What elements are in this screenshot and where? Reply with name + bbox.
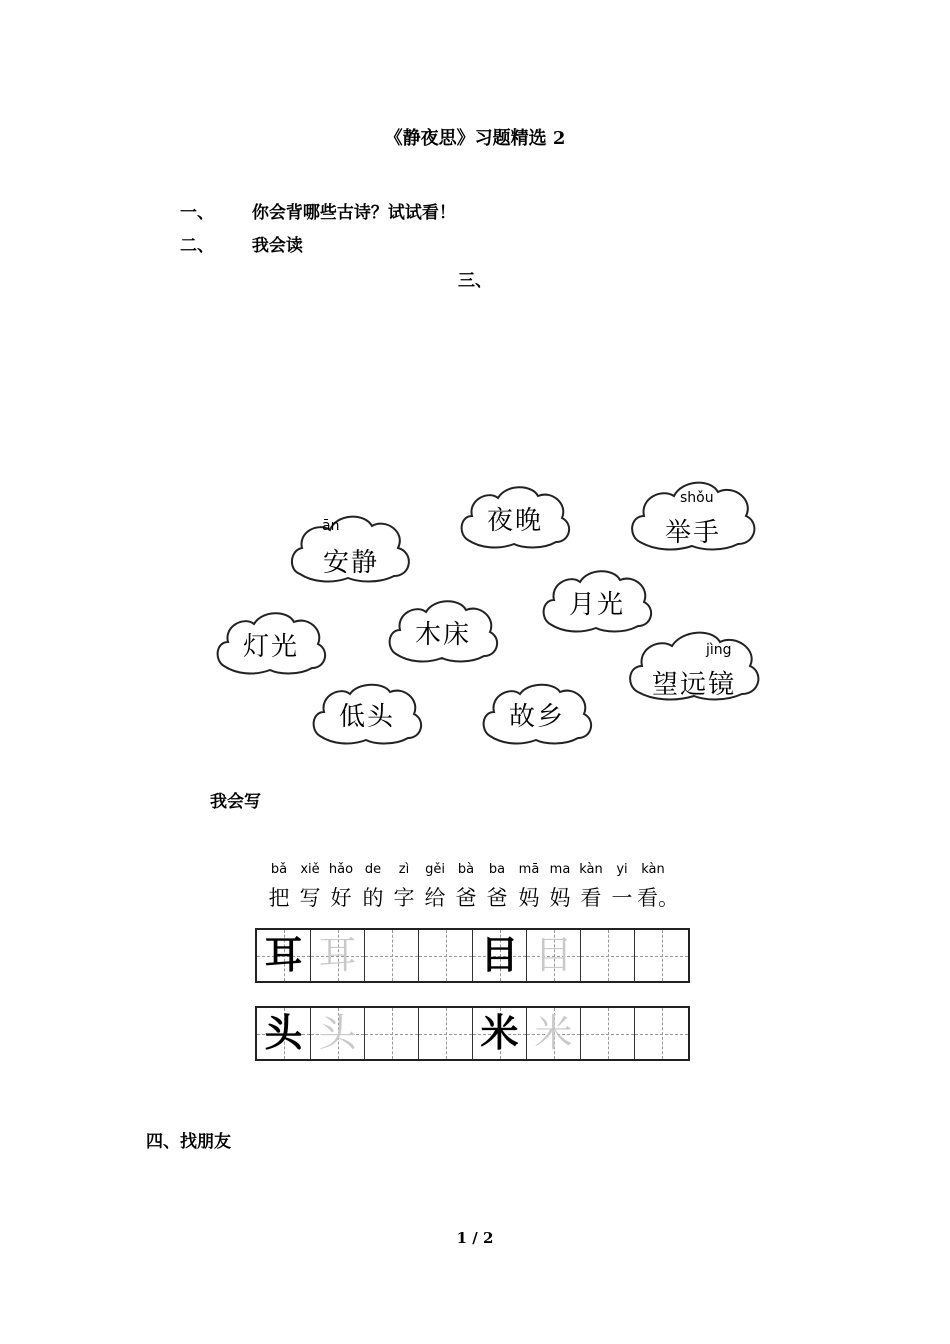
- page-title: 《静夜思》习题精选 2: [384, 128, 566, 149]
- cloud-word: 木床: [414, 620, 471, 650]
- cloud-gu-xiang: [480, 682, 594, 746]
- page-number: 1 / 2: [456, 1229, 494, 1247]
- instruction-char: 爸: [486, 886, 508, 910]
- cloud-pinyin: ān: [322, 518, 340, 534]
- question-2: [180, 231, 303, 256]
- instruction-char: 的: [362, 886, 384, 910]
- cloud-di-tou: [310, 682, 424, 746]
- model-character: 头: [264, 1011, 303, 1055]
- grid-cell-blank[interactable]: [419, 1008, 473, 1059]
- instruction-char: 给: [424, 886, 446, 910]
- cloud-ye-wan: [458, 484, 572, 550]
- write-section-title: 我会写: [210, 792, 261, 812]
- grid-cell-blank[interactable]: [419, 930, 473, 981]
- cloud-an-jing: [288, 510, 414, 586]
- cloud-ju-shou: [628, 478, 758, 554]
- cloud-word: 月光: [568, 590, 625, 620]
- pinyin-syllable: kàn: [579, 862, 603, 877]
- grid-cell-trace[interactable]: [527, 930, 581, 981]
- writing-grid-row-2: [255, 1006, 690, 1061]
- instruction-char: 字: [393, 886, 415, 910]
- question-1: [180, 198, 456, 223]
- pinyin-syllable: zì: [398, 862, 410, 877]
- trace-character: 米: [534, 1011, 573, 1055]
- model-character: 米: [480, 1011, 519, 1055]
- instruction-char: 把: [268, 886, 290, 910]
- cloud-yue-guang: [540, 568, 654, 634]
- instruction-char: 写: [299, 886, 321, 910]
- grid-cell-model: [257, 1008, 311, 1059]
- cloud-word: 故乡: [508, 702, 565, 732]
- cloud-word: 安静: [322, 548, 379, 578]
- section-3-label: 三、: [458, 271, 492, 291]
- cloud-word: 望远镜: [651, 670, 736, 700]
- pinyin-syllable: mā: [518, 862, 540, 877]
- cloud-pinyin: shǒu: [680, 490, 714, 506]
- question-2-text: 我会读: [251, 236, 303, 256]
- pinyin-syllable: bǎ: [270, 862, 288, 877]
- instruction-hanzi-row: [262, 882, 692, 910]
- trace-character: 目: [534, 933, 573, 977]
- cloud-pinyin: jìng: [706, 642, 732, 658]
- pinyin-syllable: kàn: [641, 862, 665, 877]
- grid-cell-trace[interactable]: [311, 1008, 365, 1059]
- pinyin-syllable: de: [364, 862, 382, 877]
- question-1-number: 一、: [180, 203, 214, 223]
- grid-cell-blank[interactable]: [635, 1008, 688, 1059]
- cloud-mu-chuang: [386, 598, 500, 664]
- model-character: 目: [480, 933, 519, 977]
- grid-cell-blank[interactable]: [365, 1008, 419, 1059]
- instruction-char: 一: [611, 886, 633, 910]
- grid-cell-blank[interactable]: [581, 1008, 635, 1059]
- instruction-char: 爸: [455, 886, 477, 910]
- instruction-char: 妈: [518, 886, 540, 910]
- writing-grid-row-1: [255, 928, 690, 983]
- question-1-text: 你会背哪些古诗？试试看！: [251, 203, 456, 223]
- instruction-char: 妈: [549, 886, 571, 910]
- pinyin-syllable: bà: [457, 862, 475, 877]
- grid-cell-blank[interactable]: [365, 930, 419, 981]
- question-2-number: 二、: [180, 236, 214, 256]
- pinyin-syllable: yi: [616, 862, 628, 877]
- grid-cell-trace[interactable]: [527, 1008, 581, 1059]
- grid-cell-model: [257, 930, 311, 981]
- cloud-word: 夜晚: [486, 506, 543, 536]
- cloud-deng-guang: [214, 610, 328, 676]
- grid-cell-model: [473, 1008, 527, 1059]
- cloud-word: 灯光: [242, 632, 299, 662]
- pinyin-syllable: ma: [549, 862, 571, 877]
- grid-cell-trace[interactable]: [311, 930, 365, 981]
- grid-cell-blank[interactable]: [581, 930, 635, 981]
- pinyin-syllable: gěi: [425, 862, 445, 877]
- instruction-pinyin-row: [262, 862, 692, 882]
- trace-character: 耳: [318, 933, 357, 977]
- section-4-label: 四、找朋友: [146, 1132, 231, 1152]
- grid-cell-blank[interactable]: [635, 930, 688, 981]
- pinyin-syllable: xiě: [300, 862, 320, 877]
- model-character: 耳: [264, 933, 303, 977]
- instruction-char: 看。: [637, 886, 679, 910]
- cloud-word: 举手: [664, 518, 721, 548]
- pinyin-syllable: hǎo: [328, 862, 354, 877]
- instruction-char: 好: [330, 886, 352, 910]
- grid-cell-model: [473, 930, 527, 981]
- cloud-wang-yuan-jing: [626, 628, 762, 704]
- cloud-word: 低头: [338, 702, 395, 732]
- trace-character: 头: [318, 1011, 357, 1055]
- pinyin-syllable: ba: [488, 862, 506, 877]
- instruction-char: 看: [580, 886, 602, 910]
